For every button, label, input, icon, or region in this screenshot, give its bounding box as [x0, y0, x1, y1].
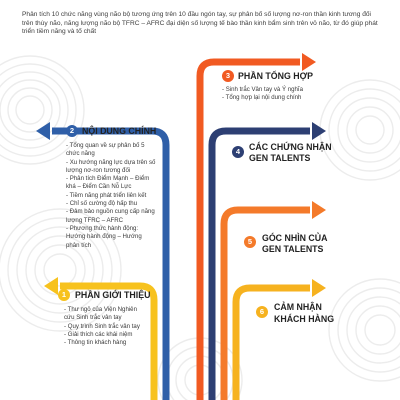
list-item: - Tiềm năng phát triển liên kết — [66, 191, 147, 199]
section-6-title-line1: CẢM NHẬN — [274, 302, 322, 312]
list-item: - Đảm bảo nguồn cung cấp năng lượng TFRC – AFRC — [66, 208, 155, 224]
section-3-badge: 3 — [222, 70, 234, 82]
arrow-3 — [200, 53, 316, 400]
section-3-title: PHẦN TỔNG HỢP — [238, 71, 313, 81]
section-5-title-line2: GEN TALENTS — [262, 244, 324, 254]
list-item: - Xu hướng năng lực dựa trên số lượng nơ-ron tương đối — [66, 158, 156, 174]
list-item: - Tổng hợp lại nội dung chính — [222, 94, 302, 102]
section-1-badge: 1 — [58, 289, 70, 301]
list-item: - Quy trình Sinh trắc vân tay — [64, 322, 140, 330]
section-5-title-line1: GÓC NHÌN CỦA — [262, 233, 328, 243]
section-6-title-line2: KHÁCH HÀNG — [274, 314, 335, 324]
section-2-badge: 2 — [66, 125, 78, 137]
section-3-list — [222, 86, 342, 103]
arrow-4 — [212, 122, 326, 400]
list-item: - Thư ngỏ của Viện Nghiên cứu Sinh trắc vân tay — [64, 306, 137, 322]
list-item: - Tổng quan về sự phân bố 5 chức năng — [66, 142, 145, 158]
list-item: - Phương thức hành động: Hướng hành động – Hướng phân tích — [66, 224, 142, 249]
section-1-title: PHẦN GIỚI THIỆU — [75, 290, 151, 300]
list-item: - Giải thích các khái niệm — [64, 330, 133, 338]
list-item: - Phân tích Điểm Mạnh – Điểm khá – Điểm Cần Nỗ Lực — [66, 175, 150, 191]
section-6-badge: 6 — [256, 306, 268, 318]
section-2-title: NỘI DUNG CHÍNH — [82, 126, 157, 136]
arrow-6 — [236, 279, 326, 400]
section-5-badge: 5 — [244, 236, 256, 248]
section-2-list — [66, 142, 156, 250]
list-item: - Chỉ số cường độ hấp thu — [66, 200, 138, 208]
section-4-title-line1: CÁC CHỨNG NHẬN — [249, 142, 332, 152]
list-item: - Sinh trắc Vân tay và Ý nghĩa — [222, 86, 303, 93]
section-1-list — [64, 306, 148, 347]
list-item: - Thông tin khách hàng — [64, 339, 127, 347]
section-4-title-line2: GEN TALENTS — [249, 153, 311, 163]
section-4-badge: 4 — [232, 146, 244, 158]
intro-paragraph: Phân tích 10 chức năng vùng não bộ tương ứng trên 10 đầu ngón tay, sự phân bố số lượng nơ-ron thần kinh tương đối trên thùy não, năng lượng não bộ TFRC – AFRC đại diện số lượng tế bào thần kinh bẩm sinh trên vỏ não, từ đó giúp phát triển tiềm năng và tố chất — [22, 11, 378, 36]
